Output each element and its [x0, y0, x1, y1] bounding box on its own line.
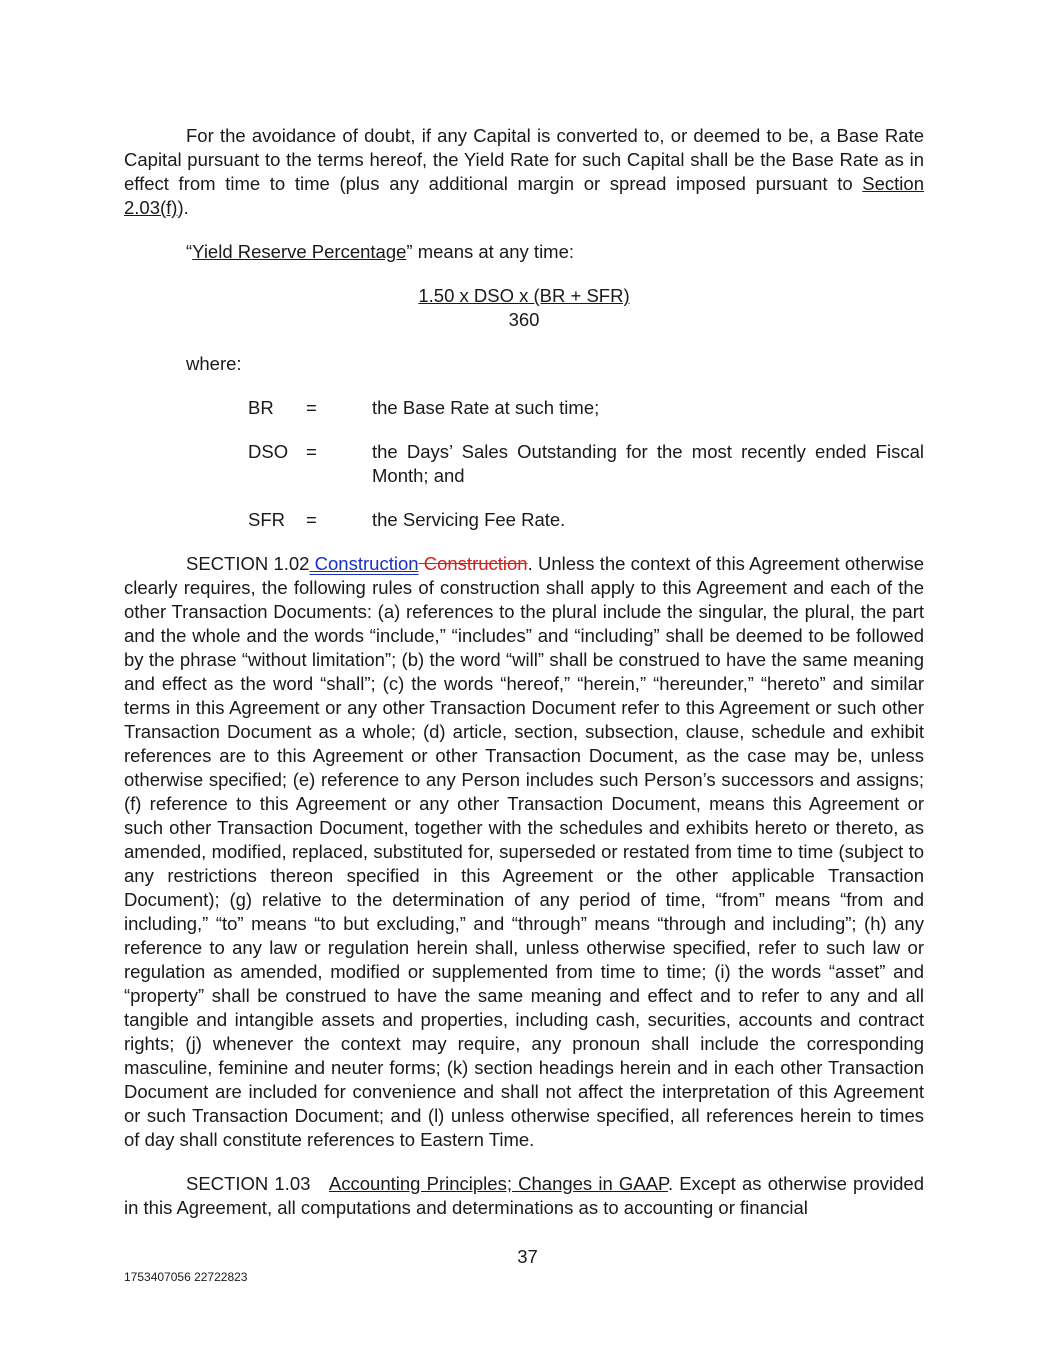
section-label: SECTION 1.02: [186, 553, 310, 574]
document-page: [124, 124, 924, 1220]
definition-text: the Days’ Sales Outstanding for the most recently ended Fiscal Month; and: [372, 441, 924, 486]
formula: [124, 284, 924, 332]
section-1-02: [124, 552, 924, 1152]
definition-term: SFR: [248, 509, 285, 530]
definition-text: the Base Rate at such time;: [372, 397, 600, 418]
equals-sign: =: [306, 509, 317, 530]
inserted-heading: Construction: [309, 553, 419, 574]
defined-term: Yield Reserve Percentage: [192, 241, 407, 262]
definition-text: the Servicing Fee Rate.: [372, 509, 566, 530]
base-rate-paragraph: For the avoidance of doubt, if any Capital is converted to, or deemed to be, a Base Rate Capital pursuant to the terms hereof, the Yield Rate for such Capital shall be the Base Rate as in effect from time to time (plus any additional margin or spread imposed pursuant to Section 2.03(f)).: [124, 125, 924, 218]
definition-row: [124, 440, 924, 488]
section-body: . Except as otherwise provided in this Agreement, all computations and determinations as to accounting or financial: [124, 1173, 925, 1218]
document-id: 1753407056 22722823: [124, 1270, 248, 1284]
definition-term: DSO: [248, 441, 289, 462]
definition-list: [124, 396, 924, 532]
section-body: . Unless the context of this Agreement otherwise clearly requires, the following rules of construction shall apply to this Agreement and each of the other Transaction Documents: (a) references to the plural include the singular, the plural, the part and the whole and the words “include,” “includes” and “including” shall be deemed to be followed by the phrase “without limitation”; (b) the word “will” shall be construed to have the same meaning and effect as the word “shall”; (c) the words “hereof,” “herein,” “hereunder,” “hereto” and similar terms in this Agreement or any other Transaction Document refer to this Agreement or such other Transaction Document as a whole; (d) article, section, subsection, clause, schedule and exhibit references are to this Agreement or other Transaction Document, as the case may be, unless otherwise specified; (e) reference to any Person includes such Person’s successors and assigns; (f) reference to this Agreement or any other Transaction Document, means this Agreement or such other Transaction Document, together with the schedules and exhibits hereto or thereto, as amended, modified, replaced, substituted for, superseded or restated from time to time (subject to any restrictions thereon specified in this Agreement or the other applicable Transaction Document); (g) relative to the determination of any period of time, “from” means “from and including,” “to” means “to but excluding,” and “through” means “through and including”; (h) any reference to any law or regulation herein shall, unless otherwise specified, refer to such law or regulation as amended, modified or supplemented from time to time; (i) the words “asset” and “property” shall be construed to have the same meaning and effect and to refer to any and all tangible and intangible assets and properties, including cash, securities, accounts and contract rights; (j) whenever the context may require, any pronoun shall include the corresponding masculine, feminine and neuter forms; (k) section headings herein and in each other Transaction Document are included for convenience and shall not affect the interpretation of this Agreement or such Transaction Document; and (l) unless otherwise specified, all references herein to times of day shall constitute references to Eastern Time.: [124, 553, 924, 1150]
section-1-03: [124, 1172, 924, 1220]
yield-reserve-definition: “Yield Reserve Percentage” means at any time:: [186, 241, 575, 262]
equals-sign: =: [306, 441, 317, 462]
page-number: 37: [517, 1246, 538, 1267]
section-label: SECTION 1.03: [186, 1173, 311, 1194]
definition-term: BR: [248, 397, 274, 418]
definition-row: [124, 396, 924, 420]
equals-sign: =: [306, 397, 317, 418]
section-heading: Accounting Principles; Changes in GAAP: [328, 1173, 668, 1194]
section-reference: Section 2.03(f): [124, 173, 924, 218]
deleted-heading: Construction: [418, 553, 528, 574]
formula-denominator: 360: [508, 309, 540, 330]
formula-numerator: 1.50 x DSO x (BR + SFR): [418, 285, 630, 306]
where-label: where:: [186, 353, 242, 374]
definition-row: [124, 508, 924, 532]
